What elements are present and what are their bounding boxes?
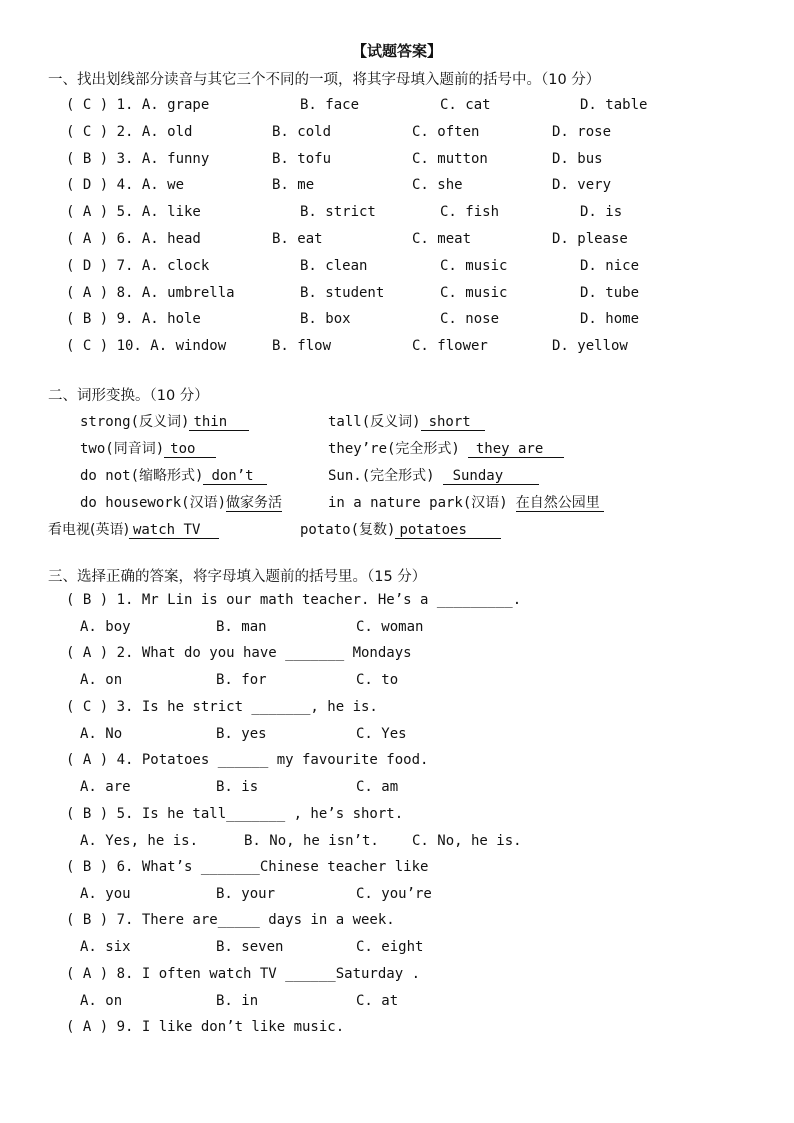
word-form-item: tall(反义词) short [328,411,485,431]
option-a: A. Yes, he is. [80,832,199,849]
answer-blank: watch TV [129,523,219,539]
option-a: A. boy [80,619,131,635]
option-b: B. flow [272,338,332,355]
option-d: D. table [580,97,648,113]
word-form-item: Sun.(完全形式) Sunday [328,465,539,485]
question-row [0,204,794,224]
option-c: C. meat [412,231,472,247]
option-b: B. your [216,886,276,902]
option-d: D. tube [580,284,640,301]
question-answer: ( A ) 5. A. like [66,204,201,221]
options-row [0,886,794,906]
option-b: B. No, he isn’t. [244,832,379,849]
question-answer: ( B ) 9. A. hole [66,311,201,328]
section-3-heading: 三、选择正确的答案，将字母填入题前的括号里。（15 分） [48,569,427,585]
answer-blank: potatoes [395,523,501,539]
mc-question [0,1019,794,1039]
option-d: D. is [580,204,623,221]
option-c: C. she [412,177,463,194]
question-row [0,151,794,171]
option-b: B. tofu [272,150,332,167]
word-form-item: strong(反义词) thin [80,411,249,431]
option-c: C. No, he is. [412,832,522,849]
option-c: C. woman [356,619,424,635]
question-row [0,338,794,358]
option-a: A. No [80,725,123,742]
option-b: B. seven [216,939,284,956]
mc-question [0,645,794,665]
mc-question [0,806,794,826]
option-a: A. on [80,672,123,689]
answer-blank: short [421,415,485,431]
option-c: C. mutton [412,150,488,167]
question-row [0,285,794,305]
question-row [0,311,794,331]
word-form-item: two(同音词) too [80,438,216,458]
question-answer: ( C ) 1. A. grape [66,97,210,113]
question-answer: ( A ) 8. A. umbrella [66,284,235,301]
question-answer: ( D ) 4. A. we [66,177,185,194]
option-c: C. fish [440,204,500,221]
option-c: C. flower [412,338,488,355]
word-form-item: potato(复数) potatoes [300,519,501,539]
options-row [0,779,794,799]
question-text: ( A ) 2. What do you have _______ Mondays [66,645,412,662]
option-c: C. eight [356,939,424,956]
option-c: C. Yes [356,725,407,742]
question-answer: ( C ) 2. A. old [66,123,193,140]
mc-question [0,966,794,986]
answer-blank: too [164,442,216,458]
option-c: C. music [440,257,508,274]
option-b: B. clean [300,257,368,274]
option-b: B. eat [272,231,323,247]
question-row [0,231,794,251]
word-form-item: do not(缩略形式) don’t [80,465,267,485]
option-a: A. you [80,886,131,902]
options-row [0,833,794,853]
option-c: C. to [356,672,399,689]
question-text: ( A ) 8. I often watch TV ______Saturday . [66,965,421,982]
question-answer: ( D ) 7. A. clock [66,257,210,274]
section-1-heading: 一、找出划线部分读音与其它三个不同的一项，将其字母填入题前的括号中。（10 分） [48,72,601,88]
question-row [0,258,794,278]
option-d: D. bus [552,150,603,167]
question-text: ( B ) 1. Mr Lin is our math teacher. He’s a _________. [66,592,522,608]
option-b: B. student [300,284,385,301]
mc-question [0,859,794,879]
answer-blank: don’t [203,469,267,485]
option-b: B. man [216,619,267,635]
question-row [0,97,794,117]
option-d: D. yellow [552,338,628,355]
option-c: C. often [412,123,480,140]
mc-question [0,592,794,612]
option-d: D. nice [580,257,640,274]
question-text: ( B ) 7. There are_____ days in a week. [66,912,395,929]
word-form-item: 看电视(英语) watch TV [48,519,219,539]
option-c: C. at [356,992,399,1009]
section-2-heading: 二、词形变换。（10 分） [48,388,209,404]
option-c: C. music [440,284,508,301]
mc-question [0,912,794,932]
option-b: B. cold [272,123,332,140]
option-c: C. you’re [356,886,432,902]
option-d: D. very [552,177,612,194]
option-b: B. face [300,97,360,113]
answer-blank: thin [189,415,249,431]
question-text: ( B ) 5. Is he tall_______ , he’s short. [66,805,404,822]
option-b: B. for [216,672,267,689]
mc-question [0,699,794,719]
question-text: ( A ) 4. Potatoes ______ my favourite food. [66,752,429,769]
question-answer: ( C ) 10. A. window [66,338,227,355]
question-row [0,177,794,197]
question-text: ( A ) 9. I like don’t like music. [66,1019,345,1036]
question-answer: ( B ) 3. A. funny [66,150,210,167]
option-b: B. yes [216,725,267,742]
answer-blank: 做家务活 [226,495,283,511]
option-b: B. is [216,779,259,796]
answer-blank: 在自然公园里 [516,496,604,512]
question-text: ( C ) 3. Is he strict _______, he is. [66,698,378,715]
option-b: B. box [300,311,351,328]
options-row [0,672,794,692]
options-row [0,619,794,639]
question-answer: ( A ) 6. A. head [66,231,201,247]
question-text: ( B ) 6. What’s _______Chinese teacher like [66,859,429,875]
option-b: B. in [216,992,259,1009]
option-c: C. am [356,779,399,796]
question-row [0,124,794,144]
option-b: B. strict [300,204,376,221]
options-row [0,939,794,959]
options-row [0,993,794,1013]
answer-blank: Sunday [443,469,539,485]
option-a: A. on [80,992,123,1009]
option-d: D. home [580,311,640,328]
option-b: B. me [272,177,315,194]
option-c: C. cat [440,97,491,113]
word-form-item: do housework(汉语)做家务活 [80,495,283,511]
option-d: D. please [552,231,628,247]
option-a: A. are [80,779,131,796]
answer-blank: they are [468,442,564,458]
word-form-item: in a nature park(汉语) 在自然公园里 [328,492,604,512]
options-row [0,726,794,746]
option-d: D. rose [552,123,612,140]
option-c: C. nose [440,311,500,328]
word-form-item: they’re(完全形式) they are [328,438,564,458]
page-title: 【试题答案】 [351,42,442,60]
mc-question [0,752,794,772]
option-a: A. six [80,939,131,956]
